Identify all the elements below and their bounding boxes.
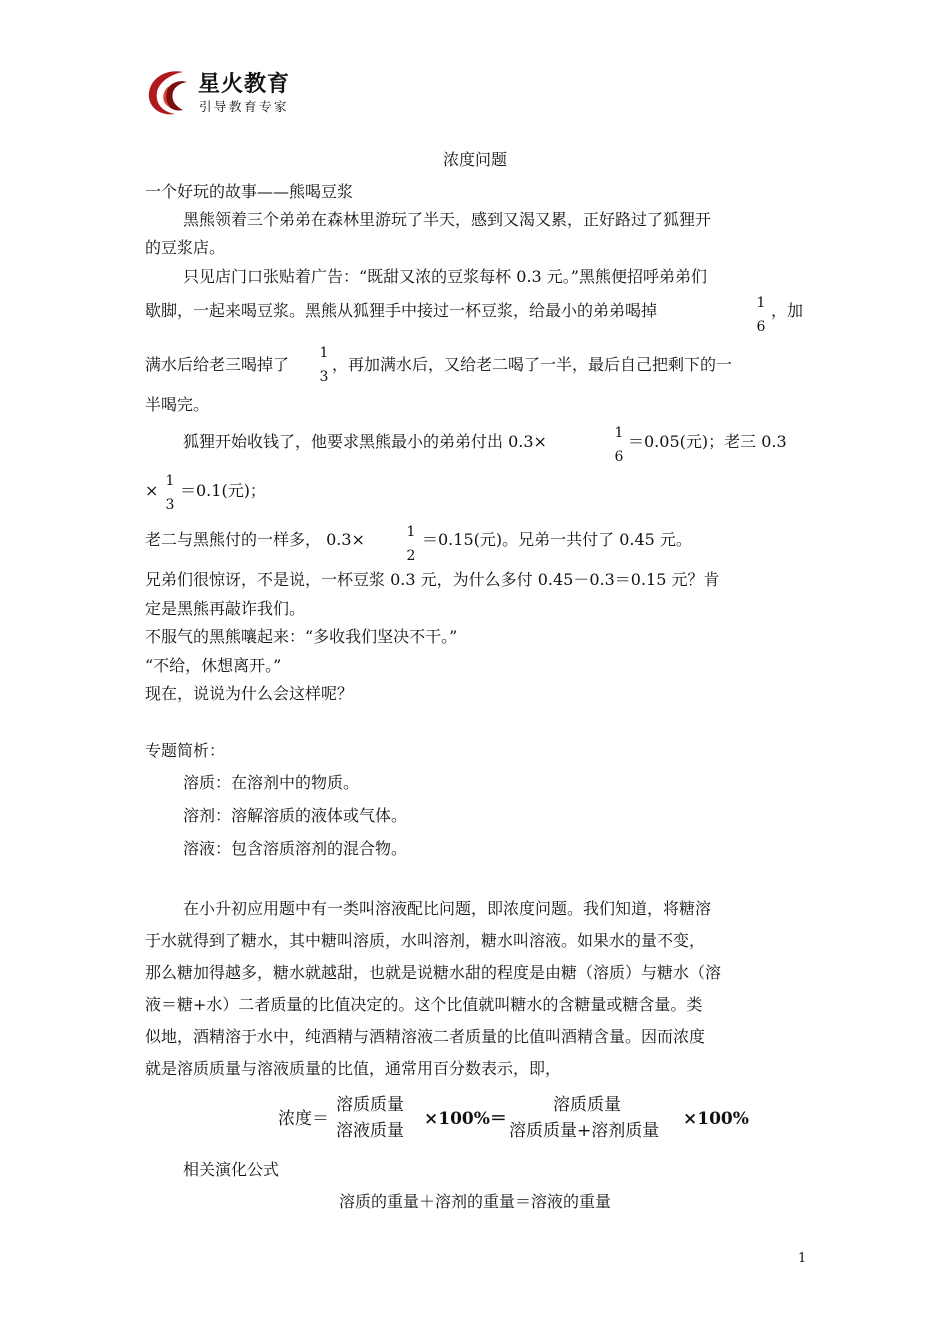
logo-tagline: 引导教育专家 xyxy=(199,99,290,114)
story-p8: 现在，说说为什么会这样呢？ xyxy=(145,684,354,703)
story-p2-line2: 歇脚，一起来喝豆浆。黑熊从狐狸手中接过一杯豆浆，给最小的弟弟喝掉 xyxy=(145,301,658,320)
page-title: 浓度问题 xyxy=(442,150,507,169)
intro-line4: 液＝糖+水）二者质量的比值决定的。这个比值就叫糖水的含糖量或糖含量。类 xyxy=(145,995,703,1014)
story-p3-line1-a: 狐狸开始收钱了，他要求黑熊最小的弟弟付出 0.3× xyxy=(183,432,547,451)
story-p2-line2-tail: ，加 xyxy=(771,301,804,320)
intro-line6: 就是溶质质量与溶液质量的比值，通常用百分数表示，即， xyxy=(145,1059,562,1078)
formula-middle: ×100%＝ xyxy=(424,1109,507,1129)
formula-lhs: 浓度＝ xyxy=(278,1109,329,1129)
story-p3-line2-b: ＝0.1(元)； xyxy=(180,481,266,500)
logo-name: 星火教育 xyxy=(198,72,291,97)
formula-tail: ×100% xyxy=(683,1109,749,1129)
logo xyxy=(143,66,308,118)
fraction-numerator: 1 xyxy=(165,473,175,489)
fraction-numerator: 1 xyxy=(319,345,329,361)
definition-solvent: 溶剂：溶解溶质的液体或气体。 xyxy=(183,806,408,825)
fraction-numerator: 1 xyxy=(406,524,416,540)
intro-line5: 似地，酒精溶于水中，纯酒精与酒精溶液二者质量的比值叫酒精含量。因而浓度 xyxy=(145,1027,706,1046)
definition-solution: 溶液：包含溶质溶剂的混合物。 xyxy=(183,839,408,858)
story-p6: 不服气的黑熊嚷起来：“多收我们坚决不干。” xyxy=(145,627,458,646)
related-heading: 相关演化公式 xyxy=(183,1160,280,1179)
story-p5-line1: 兄弟们很惊讶，不是说，一杯豆浆 0.3 元，为什么多付 0.45－0.3＝0.15 元？肯 xyxy=(145,570,720,589)
fraction-denominator: 6 xyxy=(756,319,766,335)
definition-solute: 溶质：在溶剂中的物质。 xyxy=(183,773,360,792)
story-p1-line1: 黑熊领着三个弟弟在森林里游玩了半天，感到又渴又累，正好路过了狐狸开 xyxy=(183,210,712,229)
story-p7: “不给，休想离开。” xyxy=(145,656,282,675)
fraction-numerator: 1 xyxy=(614,425,624,441)
story-p2-line4: 半喝完。 xyxy=(145,395,210,414)
formula-numerator-1: 溶质质量 xyxy=(336,1095,404,1115)
page-number: 1 xyxy=(798,1251,807,1266)
related-formula: 溶质的重量＋溶剂的重量＝溶液的重量 xyxy=(338,1192,611,1211)
story-p5-line2: 定是黑熊再敲诈我们。 xyxy=(145,599,306,618)
story-p3-line2-a: × xyxy=(145,481,159,500)
story-p1-line2: 的豆浆店。 xyxy=(145,238,226,257)
formula-denominator-2: 溶质质量+溶剂质量 xyxy=(509,1121,660,1141)
fraction-numerator: 1 xyxy=(756,295,766,311)
fraction-denominator: 2 xyxy=(406,548,416,564)
story-p3-line1-b: ＝0.05(元)；老三 0.3 xyxy=(628,432,787,451)
story-heading: 一个好玩的故事——熊喝豆浆 xyxy=(145,182,354,201)
formula-denominator-1: 溶液质量 xyxy=(336,1121,404,1141)
story-p2-line3-a: 满水后给老三喝掉了 xyxy=(145,355,290,374)
analysis-heading: 专题简析： xyxy=(145,741,226,760)
story-p2-line1: 只见店门口张贴着广告：“既甜又浓的豆浆每杯 0.3 元。”黑熊便招呼弟弟们 xyxy=(183,267,707,286)
flame-logo-icon xyxy=(143,66,195,118)
fraction-denominator: 3 xyxy=(165,497,175,513)
fraction-denominator: 3 xyxy=(319,369,329,385)
intro-line1: 在小升初应用题中有一类叫溶液配比问题，即浓度问题。我们知道，将糖溶 xyxy=(183,899,712,918)
story-p4-b: ＝0.15(元)。兄弟一共付了 0.45 元。 xyxy=(422,530,692,549)
intro-line3: 那么糖加得越多，糖水就越甜，也就是说糖水甜的程度是由糖（溶质）与糖水（溶 xyxy=(145,963,722,982)
story-p2-line3-b: ，再加满水后，又给老二喝了一半，最后自己把剩下的一 xyxy=(332,355,733,374)
fraction-denominator: 6 xyxy=(614,449,624,465)
story-p4-a: 老二与黑熊付的一样多， 0.3× xyxy=(145,530,365,549)
formula-numerator-2: 溶质质量 xyxy=(553,1095,621,1115)
intro-line2: 于水就得到了糖水，其中糖叫溶质，水叫溶剂，糖水叫溶液。如果水的量不变， xyxy=(145,931,706,950)
